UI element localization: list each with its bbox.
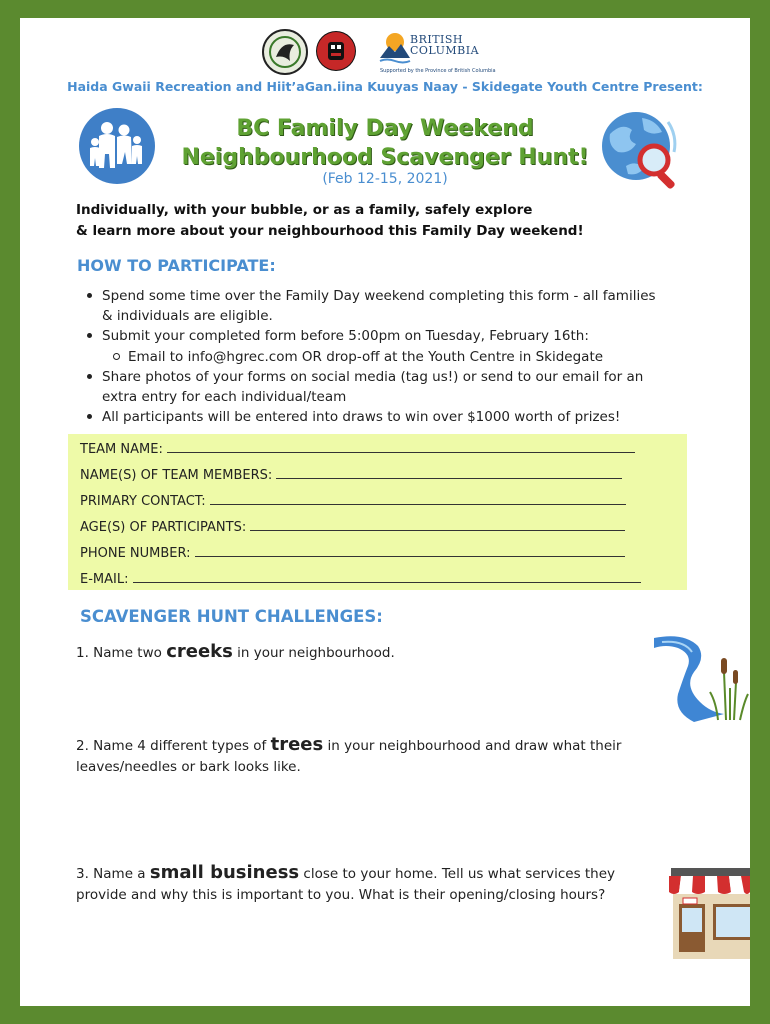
primary-contact-label: PRIMARY CONTACT: bbox=[80, 494, 206, 509]
ages-field[interactable] bbox=[250, 519, 625, 531]
list-item bbox=[84, 367, 704, 407]
phone-row bbox=[80, 545, 625, 561]
email-field[interactable] bbox=[133, 571, 641, 583]
list-item-text: Email to info@hgrec.com OR drop-off at the Youth Centre in Skidegate bbox=[128, 348, 604, 365]
team-members-label: NAME(S) OF TEAM MEMBERS: bbox=[80, 468, 273, 483]
challenge-keyword: trees bbox=[270, 734, 324, 755]
email-label: E-MAIL: bbox=[80, 572, 129, 587]
list-item-text: Spend some time over the Family Day weekend completing this form - all families bbox=[102, 288, 656, 304]
creek-icon bbox=[654, 632, 750, 722]
presenter-line: Haida Gwaii Recreation and Hiit’aGan.iina Kuuyas Naay - Skidegate Youth Centre Present: bbox=[67, 79, 703, 94]
list-item bbox=[84, 407, 704, 427]
primary-contact-field[interactable] bbox=[210, 493, 626, 505]
how-to-participate-heading: HOW TO PARTICIPATE: bbox=[77, 256, 276, 275]
challenges-heading: SCAVENGER HUNT CHALLENGES: bbox=[80, 607, 383, 626]
ages-label: AGE(S) OF PARTICIPANTS: bbox=[80, 520, 247, 535]
team-name-field[interactable] bbox=[167, 441, 635, 453]
storefront-icon bbox=[665, 864, 750, 959]
challenge-text: 1. Name two bbox=[76, 645, 167, 661]
british-columbia-logo bbox=[378, 28, 498, 78]
challenge-2 bbox=[76, 735, 676, 777]
title-line-2: Neighbourhood Scavenger Hunt! bbox=[181, 145, 589, 170]
challenge-text: leaves/needles or bark looks like. bbox=[76, 758, 301, 775]
event-date: (Feb 12-15, 2021) bbox=[322, 171, 448, 187]
haida-gwaii-recreation-logo bbox=[262, 29, 308, 75]
title-line-1: BC Family Day Weekend bbox=[236, 116, 534, 141]
skidegate-youth-centre-logo bbox=[316, 31, 356, 71]
challenge-keyword: creeks bbox=[166, 641, 233, 662]
ages-row bbox=[80, 519, 625, 535]
challenge-text: 3. Name a bbox=[76, 866, 150, 882]
challenge-text: 2. Name 4 different types of bbox=[76, 738, 271, 754]
challenge-text: provide and why this is important to you. What is their opening/closing hours? bbox=[76, 886, 606, 903]
participation-list bbox=[84, 286, 704, 427]
page bbox=[20, 18, 750, 1006]
intro-line-1: Individually, with your bubble, or as a family, safely explore bbox=[76, 202, 533, 218]
team-name-row bbox=[80, 441, 635, 457]
challenge-text: close to your home. Tell us what services they bbox=[299, 866, 616, 882]
team-members-row bbox=[80, 467, 622, 483]
list-item-text: Share photos of your forms on social media (tag us!) or send to our email for an bbox=[102, 368, 644, 385]
list-item bbox=[84, 286, 704, 326]
team-info-form bbox=[68, 434, 687, 590]
list-item-text: Submit your completed form before 5:00pm on Tuesday, February 16th: bbox=[102, 328, 589, 345]
challenge-keyword: small business bbox=[149, 862, 300, 883]
list-item bbox=[84, 326, 704, 346]
challenge-1 bbox=[76, 642, 676, 664]
challenge-3 bbox=[76, 863, 676, 905]
list-item-text: All participants will be entered into draws to win over $1000 worth of prizes! bbox=[102, 409, 621, 426]
logo-strip bbox=[20, 26, 750, 80]
list-item-text: extra entry for each individual/team bbox=[102, 389, 347, 406]
event-title bbox=[20, 114, 750, 172]
phone-field[interactable] bbox=[195, 545, 625, 557]
intro-text bbox=[76, 200, 584, 241]
email-row bbox=[80, 571, 641, 587]
team-name-label: TEAM NAME: bbox=[80, 442, 163, 457]
intro-line-2: & learn more about your neighbourhood this Family Day weekend! bbox=[76, 222, 584, 239]
bc-logo-tagline: Supported by the Province of British Columbia bbox=[380, 68, 496, 74]
sub-list-item bbox=[84, 347, 704, 367]
challenge-text: in your neighbourhood. bbox=[232, 645, 395, 661]
challenge-text: in your neighbourhood and draw what their bbox=[323, 738, 622, 754]
bc-logo-title: BRITISH COLUMBIA bbox=[410, 33, 480, 57]
team-members-field[interactable] bbox=[276, 467, 622, 479]
primary-contact-row bbox=[80, 493, 626, 509]
list-item-text: & individuals are eligible. bbox=[102, 308, 273, 325]
phone-label: PHONE NUMBER: bbox=[80, 546, 191, 561]
